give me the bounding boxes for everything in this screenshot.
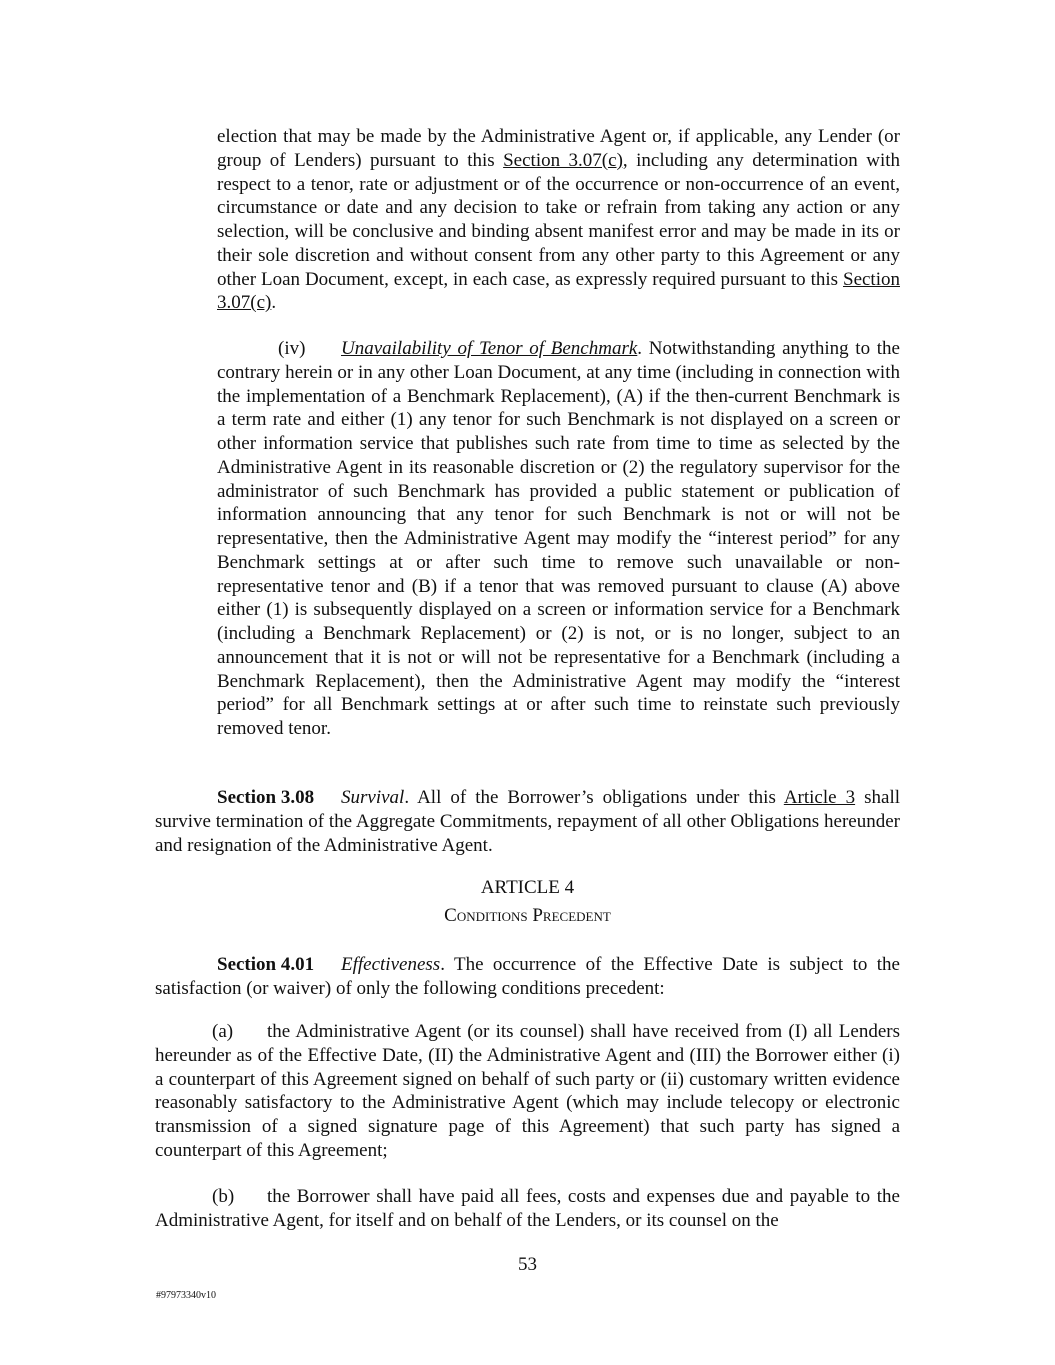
- section-label: Section 4.01: [217, 954, 315, 975]
- section-title-end: .: [404, 787, 410, 808]
- paragraph-text: election that may be made by the Administrative Agent or, if applicable, any Lender (or group of Lenders) pursuant to this: [217, 126, 900, 171]
- section-3-08-survival: [155, 786, 900, 857]
- section-title-end: .: [440, 954, 445, 975]
- section-label: Section 3.08: [217, 787, 315, 808]
- article-heading: ARTICLE 4: [480, 877, 575, 898]
- clause-number: (iv): [278, 338, 306, 359]
- clause-number: (b): [212, 1186, 235, 1207]
- section-reference: Section 3.07(c): [503, 149, 623, 171]
- clause-text: the Borrower shall have paid all fees, costs and expenses due and payable to the Administrative Agent, for itself and on behalf of the Lenders, or its counsel on the: [155, 1186, 900, 1231]
- clause-text: the Administrative Agent (or its counsel) shall have received from (I) all Lenders hereunder as of the Effective Date, (II) the Administrative Agent and (III) the Borrower either (i) a counterpart of this Agreement signed on behalf of such party or (ii) customary written evidence reasonably satisfactory to the Administrative Agent (which may include telecopy or electronic transmission of a signed signature page of this Agreement) that such party has signed a counterpart of this Agreement;: [155, 1021, 900, 1161]
- page-number: 53: [518, 1254, 537, 1275]
- clause-number: (a): [212, 1021, 234, 1042]
- section-title: Survival: [341, 787, 405, 808]
- article-subtitle: Conditions Precedent: [444, 905, 611, 926]
- clause-body: Notwithstanding anything to the contrary herein or in any other Loan Document, at any time (including in connection with the implementation of a Benchmark Replacement), (A) if the then-current Benchmark is a term rate and either (1) any tenor for such Benchmark is not displayed on a screen or other information service that publishes such rate from time to time as selected by the Administrative Agent in its reasonable discretion or (2) the regulatory supervisor for the administrator of such Benchmark has provided a public statement or publication of information announcing that any tenor for such Benchmark is not or will not be representative, then the Administrative Agent may modify the “interest period” for any Benchmark settings at or after such time to remove such unavailable or non-representative tenor and (B) if a tenor that was removed pursuant to clause (A) above either (1) is subsequently displayed on a screen or information service for a Benchmark (including a Benchmark Replacement) or (2) is not, or is no longer, subject to an announcement that it is not or will not be representative for a Benchmark (including a Benchmark Replacement), then the Administrative Agent may modify the “interest period” for all Benchmark settings at or after such time to reinstate such previously removed tenor.: [217, 338, 900, 739]
- section-reference: Section 3.07(c): [217, 268, 900, 314]
- section-4-01-effectiveness: [155, 953, 900, 1001]
- article-reference: Article 3: [783, 787, 856, 808]
- document-id: #97973340v10: [156, 1290, 216, 1301]
- paragraph-text: .: [271, 292, 277, 314]
- paragraph-text: , including any determination with respect to a tenor, rate or adjustment or of the occurrence or non-occurrence of an event, circumstance or date and any decision to take or refrain from taking any action or any selection, will be conclusive and binding absent manifest error and may be made in its or their sole discretion and without consent from any other party to this Agreement or any other Loan Document, except, in each case, as expressly required pursuant to this: [217, 149, 900, 290]
- section-text: shall survive termination of the Aggregate Commitments, repayment of all other Obligations hereunder and resignation of the Administrative Agent.: [155, 787, 900, 856]
- paragraph-unavailability-of-tenor: [217, 337, 900, 741]
- clause-heading-end: .: [637, 338, 643, 359]
- section-title: Effectiveness: [341, 954, 441, 975]
- section-text: The occurrence of the Effective Date is subject to the satisfaction (or waiver) of only the following conditions precedent:: [155, 954, 900, 999]
- clause-a: [155, 1020, 900, 1163]
- clause-b: [155, 1185, 900, 1233]
- paragraph-election-determination: [217, 125, 900, 315]
- section-text: All of the Borrower’s obligations under this: [417, 787, 784, 808]
- clause-heading: Unavailability of Tenor of Benchmark: [341, 338, 638, 359]
